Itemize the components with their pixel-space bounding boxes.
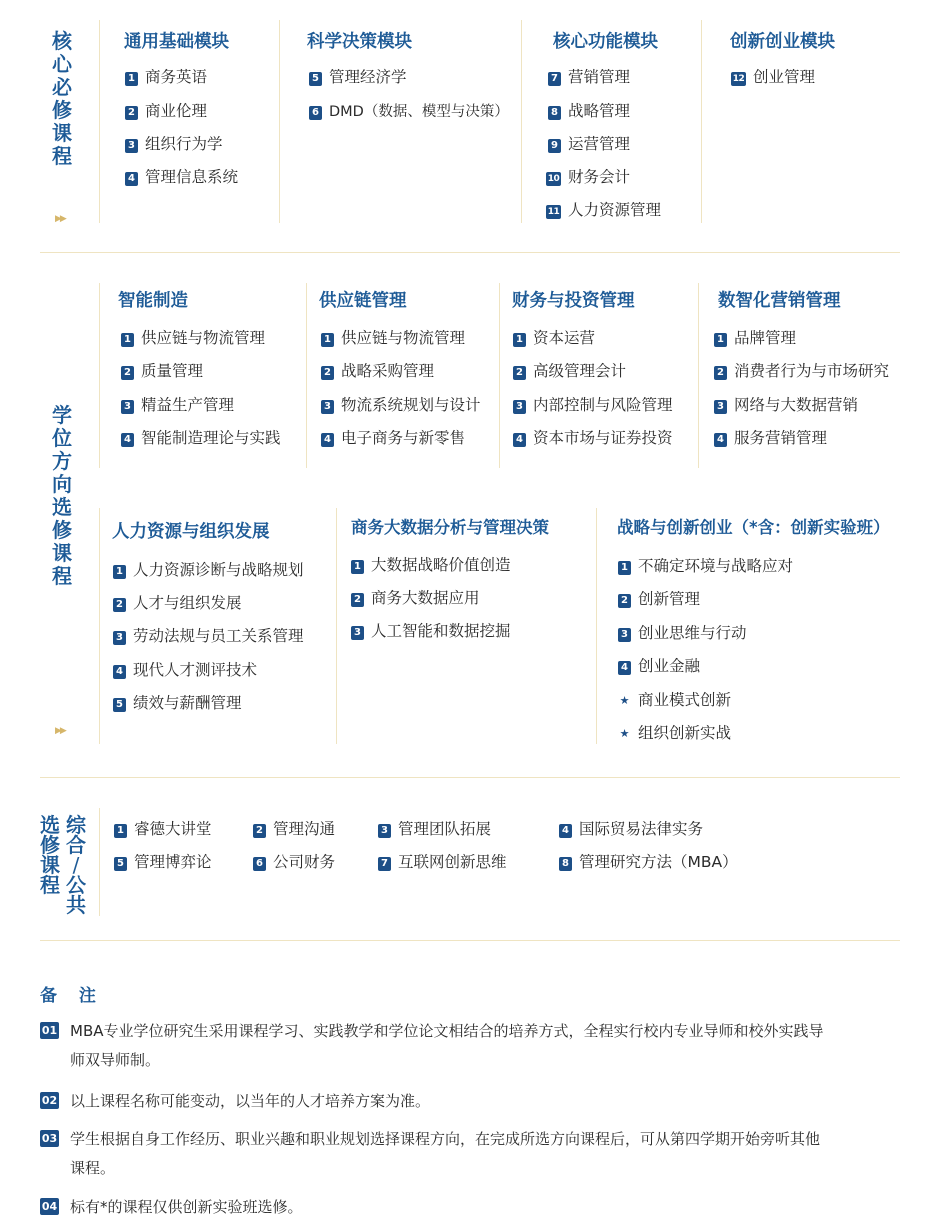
course-label: 营销管理 [568, 68, 631, 86]
number-badge: 4 [125, 172, 138, 186]
number-badge: 4 [513, 433, 526, 447]
number-badge: 1 [321, 333, 334, 347]
title-char: 方 [52, 449, 72, 473]
course-label: 品牌管理 [734, 329, 797, 347]
course-label: 网络与大数据营销 [734, 396, 859, 414]
number-badge: 3 [378, 824, 391, 838]
course-item [309, 67, 407, 87]
course-item [618, 623, 747, 643]
course-item [513, 328, 595, 348]
divider [279, 20, 280, 223]
course-label: 智能制造理论与实践 [141, 429, 281, 447]
number-badge: 2 [351, 593, 364, 607]
divider [499, 283, 500, 468]
number-badge: 3 [121, 400, 134, 414]
divider [99, 508, 100, 744]
course-item [714, 361, 889, 381]
course-item [548, 134, 630, 154]
course-item [513, 395, 673, 415]
star-icon: ★ [619, 727, 630, 740]
number-badge: 2 [113, 598, 126, 612]
number-badge: 5 [113, 698, 126, 712]
module-title: 数智化营销管理 [718, 291, 841, 311]
note-number-badge: 03 [41, 1132, 58, 1145]
course-item [351, 588, 480, 608]
number-badge: 6 [253, 857, 266, 871]
course-label: 组织行为学 [145, 135, 223, 153]
title-char: 心 [52, 52, 72, 76]
core-section-title [50, 30, 74, 168]
note-number-badge: 04 [41, 1200, 58, 1213]
course-item [618, 589, 700, 609]
course-label: DMD（数据、模型与决策） [329, 104, 509, 120]
course-label: 人力资源管理 [568, 201, 662, 219]
course-item [121, 395, 234, 415]
number-badge: 1 [351, 560, 364, 574]
notes-title: 备 注 [40, 986, 104, 1006]
number-badge: 5 [114, 857, 127, 871]
title-char: 选 [40, 813, 60, 837]
divider [596, 508, 597, 744]
note-item [40, 1087, 860, 1116]
divider [698, 283, 699, 468]
title-char: 综 [66, 813, 86, 837]
title-char: 必 [52, 75, 72, 99]
number-badge: 1 [121, 333, 134, 347]
course-item [548, 67, 630, 87]
number-badge: 2 [253, 824, 266, 838]
course-label: 不确定环境与战略应对 [638, 557, 794, 575]
note-text: 学生根据自身工作经历、职业兴趣和职业规划选择课程方向，在完成所选方向课程后，可从第四学期开始旁听其他课程。 [70, 1130, 821, 1177]
course-label: 资本市场与证券投资 [533, 429, 673, 447]
module-title: 科学决策模块 [307, 32, 412, 52]
course-item [714, 328, 796, 348]
title-char: 公 [66, 873, 86, 897]
course-label: 创业管理 [753, 68, 816, 86]
course-item [113, 660, 257, 680]
course-item [618, 556, 793, 576]
course-label: 服务营销管理 [734, 429, 828, 447]
course-label: 战略采购管理 [341, 362, 435, 380]
title-char: 选 [52, 495, 72, 519]
note-text: 标有*的课程仅供创新实验班选修。 [70, 1198, 303, 1216]
general-title-right [64, 815, 88, 915]
section-divider [40, 940, 900, 941]
course-item [125, 134, 223, 154]
course-item [114, 852, 212, 872]
course-item [548, 101, 630, 121]
module-title: 核心功能模块 [553, 32, 658, 52]
module-title: 通用基础模块 [124, 32, 229, 52]
number-badge: 1 [618, 561, 631, 575]
course-item [321, 395, 481, 415]
title-char: / [72, 853, 80, 877]
number-badge: 4 [714, 433, 727, 447]
note-text: MBA专业学位研究生采用课程学习、实践教学和学位论文相结合的培养方式，全程实行校内专业导师和校外实践导师双导师制。 [70, 1022, 824, 1069]
course-item [351, 621, 511, 641]
course-label: 精益生产管理 [141, 396, 235, 414]
course-label: 互联网创新思维 [398, 853, 507, 871]
course-item [121, 328, 265, 348]
course-label: 战略管理 [568, 102, 631, 120]
divider [336, 508, 337, 744]
course-item [321, 428, 465, 448]
course-label: 资本运营 [533, 329, 596, 347]
number-badge: 3 [321, 400, 334, 414]
divider [99, 20, 100, 223]
title-char: 课 [52, 121, 72, 145]
number-badge: 1 [513, 333, 526, 347]
course-item [618, 690, 731, 710]
course-item [378, 819, 491, 839]
module-title: 财务与投资管理 [512, 291, 635, 311]
course-item [253, 819, 335, 839]
course-item [113, 693, 242, 713]
course-label: 现代人才测评技术 [133, 661, 258, 679]
number-badge: 2 [618, 594, 631, 608]
title-char: 学 [52, 403, 72, 427]
double-arrow-icon: ▶▶ [55, 214, 65, 224]
number-badge: 9 [548, 139, 561, 153]
number-badge: 6 [309, 106, 322, 120]
star-icon: ★ [619, 694, 630, 707]
divider [701, 20, 702, 223]
course-label: 创新管理 [638, 590, 701, 608]
course-item [125, 67, 207, 87]
number-badge: 2 [125, 106, 138, 120]
divider [99, 283, 100, 468]
course-item [125, 167, 238, 187]
number-badge: 7 [378, 857, 391, 871]
course-label: 高级管理会计 [533, 362, 627, 380]
course-item [513, 361, 626, 381]
note-number-badge: 01 [41, 1024, 58, 1037]
course-item [546, 200, 661, 220]
number-badge: 2 [513, 366, 526, 380]
number-badge: 1 [114, 824, 127, 838]
number-badge: 12 [732, 74, 745, 84]
course-item [121, 361, 203, 381]
course-label: 管理信息系统 [145, 168, 239, 186]
course-label: 大数据战略价值创造 [371, 556, 511, 574]
title-char: 合 [66, 833, 86, 857]
title-char: 程 [52, 144, 72, 168]
title-char: 程 [40, 873, 60, 897]
number-badge: 3 [618, 628, 631, 642]
course-label: 管理博弈论 [134, 853, 212, 871]
course-label: 消费者行为与市场研究 [734, 362, 890, 380]
number-badge: 1 [714, 333, 727, 347]
note-item [40, 1017, 860, 1075]
direction-section-title [50, 404, 74, 588]
title-char: 课 [40, 853, 60, 877]
number-badge: 5 [309, 72, 322, 86]
divider [521, 20, 522, 223]
course-label: 创业金融 [638, 657, 701, 675]
course-item [618, 656, 700, 676]
number-badge: 1 [113, 565, 126, 579]
note-item [40, 1193, 860, 1222]
divider [99, 808, 100, 916]
course-item [113, 593, 242, 613]
note-item [40, 1125, 860, 1183]
course-label: 运营管理 [568, 135, 631, 153]
course-item [546, 167, 630, 187]
course-item [714, 428, 827, 448]
course-item [618, 723, 731, 743]
number-badge: 1 [125, 72, 138, 86]
course-label: 物流系统规划与设计 [341, 396, 481, 414]
course-label: 供应链与物流管理 [141, 329, 266, 347]
course-label: 睿德大讲堂 [134, 820, 212, 838]
course-label: 人才与组织发展 [133, 594, 242, 612]
course-label: 公司财务 [273, 853, 336, 871]
course-item [309, 101, 509, 121]
course-label: 管理团队拓展 [398, 820, 492, 838]
module-title: 创新创业模块 [730, 32, 835, 52]
number-badge: 4 [121, 433, 134, 447]
title-char: 课 [52, 541, 72, 565]
course-item [114, 819, 212, 839]
number-badge: 3 [351, 626, 364, 640]
course-label: 商务大数据应用 [371, 589, 480, 607]
course-item [378, 852, 507, 872]
course-label: 人工智能和数据挖掘 [371, 622, 511, 640]
course-label: 人力资源诊断与战略规划 [133, 561, 304, 579]
course-label: 财务会计 [568, 168, 631, 186]
title-char: 位 [52, 426, 72, 450]
number-badge: 7 [548, 72, 561, 86]
course-label: 商业模式创新 [638, 691, 732, 709]
number-badge: 2 [321, 366, 334, 380]
course-label: 组织创新实战 [638, 724, 732, 742]
course-item [121, 428, 281, 448]
course-label: 商业伦理 [145, 102, 208, 120]
number-badge: 8 [548, 106, 561, 120]
course-item [253, 852, 335, 872]
title-char: 程 [52, 564, 72, 588]
number-badge: 10 [547, 174, 560, 184]
course-item [559, 819, 703, 839]
course-label: 管理研究方法（MBA） [579, 853, 738, 871]
course-item [321, 361, 434, 381]
double-arrow-icon: ▶▶ [55, 726, 65, 736]
course-label: 绩效与薪酬管理 [133, 694, 242, 712]
module-title: 人力资源与组织发展 [112, 522, 270, 542]
section-divider [40, 252, 900, 253]
title-char: 核 [52, 29, 72, 53]
course-label: 电子商务与新零售 [341, 429, 466, 447]
number-badge: 3 [714, 400, 727, 414]
number-badge: 2 [714, 366, 727, 380]
divider [306, 283, 307, 468]
number-badge: 3 [513, 400, 526, 414]
number-badge: 4 [321, 433, 334, 447]
course-label: 管理沟通 [273, 820, 336, 838]
note-text: 以上课程名称可能变动，以当年的人才培养方案为准。 [70, 1092, 431, 1110]
course-label: 质量管理 [141, 362, 204, 380]
module-title: 智能制造 [118, 291, 188, 311]
course-item [113, 560, 304, 580]
course-item [714, 395, 858, 415]
number-badge: 8 [559, 857, 572, 871]
general-title-left [38, 815, 62, 895]
course-item [559, 852, 738, 872]
course-label: 商务英语 [145, 68, 208, 86]
number-badge: 4 [618, 661, 631, 675]
number-badge: 4 [559, 824, 572, 838]
course-item [513, 428, 673, 448]
number-badge: 11 [547, 207, 560, 217]
course-item [351, 555, 511, 575]
title-char: 向 [52, 472, 72, 496]
course-item [321, 328, 465, 348]
number-badge: 4 [113, 665, 126, 679]
course-label: 内部控制与风险管理 [533, 396, 673, 414]
course-label: 创业思维与行动 [638, 624, 747, 642]
module-title: 战略与创新创业（*含：创新实验班） [617, 518, 890, 537]
course-item [125, 101, 207, 121]
note-number-badge: 02 [41, 1094, 58, 1107]
title-char: 修 [40, 833, 60, 857]
course-item [113, 626, 304, 646]
module-title: 商务大数据分析与管理决策 [351, 518, 549, 537]
module-title: 供应链管理 [319, 291, 407, 311]
course-label: 管理经济学 [329, 68, 407, 86]
course-label: 国际贸易法律实务 [579, 820, 704, 838]
title-char: 共 [66, 893, 86, 917]
number-badge: 2 [121, 366, 134, 380]
title-char: 修 [52, 98, 72, 122]
section-divider [40, 777, 900, 778]
number-badge: 3 [113, 631, 126, 645]
course-item [731, 67, 815, 87]
course-label: 供应链与物流管理 [341, 329, 466, 347]
title-char: 修 [52, 518, 72, 542]
number-badge: 3 [125, 139, 138, 153]
course-label: 劳动法规与员工关系管理 [133, 627, 304, 645]
